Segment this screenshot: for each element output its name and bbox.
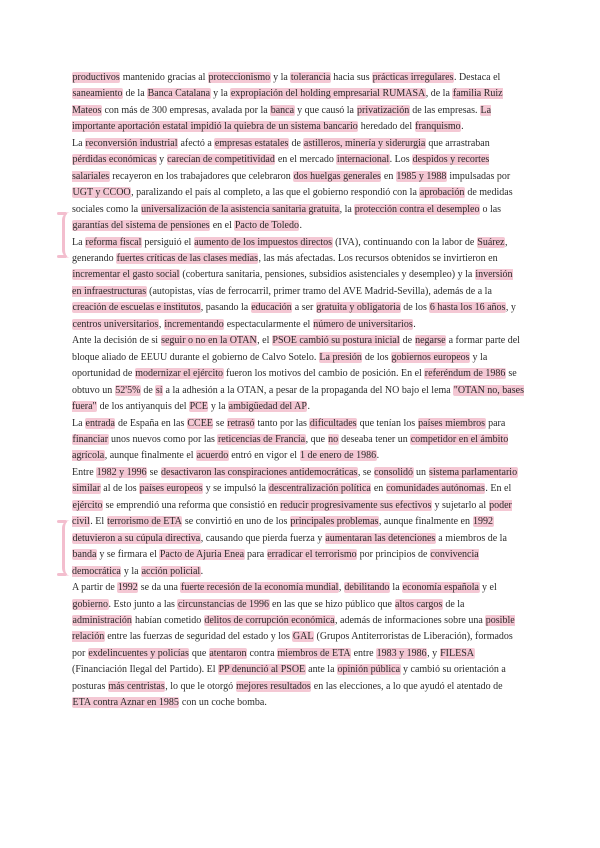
- body-text: y se impulsó la: [203, 483, 269, 495]
- highlighted-text: creación de escuelas e institutos: [72, 302, 201, 314]
- body-text: ,: [158, 318, 164, 330]
- highlighted-text: "OTAN no, bases fuera": [72, 384, 524, 413]
- highlighted-text: altos cargos: [395, 598, 443, 610]
- body-text: por principios de: [357, 549, 430, 561]
- paragraph-otan: [72, 333, 524, 415]
- body-text: hacia sus: [330, 72, 373, 83]
- body-text: tanto por las: [254, 417, 310, 429]
- body-text: a ser: [292, 302, 316, 314]
- highlighted-text: GAL: [292, 631, 314, 643]
- highlighted-text: similar: [72, 483, 101, 495]
- highlighted-text: negarse: [415, 335, 446, 347]
- body-text: recayeron en los trabajadores que celebraron: [109, 170, 294, 182]
- highlighted-text: gobierno: [72, 598, 109, 610]
- body-text: fueron los motivos del cambio de posición. En el: [223, 368, 425, 380]
- highlighted-text: ETA contra Aznar en 1985: [72, 697, 179, 709]
- body-text: se convirtió en uno de los: [182, 516, 290, 528]
- body-text: entre las fuerzas de seguridad del estado y los: [104, 631, 293, 643]
- body-text: unos nuevos como por las: [108, 433, 218, 445]
- body-text: habían cometido: [132, 614, 204, 626]
- highlighted-text: 1983 y 1986: [376, 647, 427, 659]
- body-text: deseaba tener un: [338, 433, 411, 445]
- body-text: . El: [90, 516, 107, 528]
- body-text: , causando que pierda fuerza y: [200, 532, 325, 544]
- body-text: , además de informaciones sobre una: [335, 614, 486, 626]
- highlighted-text: acuerdo: [196, 450, 229, 462]
- paragraph-rumasa: [72, 70, 524, 136]
- highlighted-text: acción policial: [141, 565, 201, 577]
- highlighted-text: comunidades autónomas: [386, 483, 485, 495]
- highlighted-text: entrada: [85, 417, 115, 429]
- highlighted-text: fuertes críticas de las clases medias: [116, 252, 258, 264]
- highlighted-text: consolidó: [374, 466, 414, 478]
- body-text: de los: [362, 351, 391, 363]
- body-text: , aunque finalmente el: [104, 450, 197, 462]
- body-text: , paralizando el país al completo, a las que el gobierno respondió con la: [131, 187, 420, 199]
- body-text: Entre: [72, 466, 97, 478]
- highlighted-text: garantías del sistema de pensiones: [72, 220, 210, 232]
- highlighted-text: expropiación del holding empresarial RUMASA: [230, 88, 426, 100]
- body-text: y que causó la: [294, 104, 357, 116]
- highlighted-text: dificultades: [309, 417, 357, 429]
- highlighted-text: Suárez: [477, 236, 505, 248]
- body-text: La: [72, 236, 86, 248]
- paragraph-ccee: [72, 416, 524, 465]
- highlighted-text: dos huelgas generales: [293, 170, 381, 182]
- body-text: A partir de: [72, 582, 118, 594]
- body-text: en el: [210, 220, 235, 232]
- body-text: y la: [121, 565, 142, 577]
- highlighted-text: PSOE cambió su postura inicial: [272, 335, 400, 347]
- paragraph-reforma-fiscal: [72, 235, 524, 334]
- body-text: ante la: [305, 664, 338, 676]
- highlighted-text: Banca Catalana: [147, 88, 211, 100]
- body-text: , se: [357, 466, 374, 478]
- highlighted-text: convivencia democrática: [72, 549, 479, 577]
- body-text: espectacularmente el: [224, 318, 313, 330]
- highlighted-text: principales problemas: [290, 516, 379, 528]
- highlighted-text: educación: [251, 302, 292, 314]
- body-text: que arrastraban: [425, 137, 490, 149]
- highlighted-text: tolerancia: [290, 72, 331, 83]
- highlighted-text: modernizar el ejército: [135, 368, 223, 380]
- highlighted-text: gobiernos europeos: [391, 351, 470, 363]
- body-text: , generando: [72, 236, 508, 264]
- body-text: a la adhesión a la OTAN, a pesar de la propaganda del NO bajo el lema: [163, 384, 454, 396]
- body-text: . En el: [485, 483, 512, 495]
- highlighted-text: PCE: [189, 401, 208, 413]
- highlighted-text: economía española: [402, 582, 479, 594]
- body-text: y se firmara el: [96, 549, 160, 561]
- body-text: de los antiyanquis del: [97, 401, 190, 413]
- body-text: , de la: [425, 88, 453, 100]
- highlighted-text: desactivaron las conspiraciones antidemocráticas: [161, 466, 358, 478]
- highlighted-text: erradicar el terrorismo: [267, 549, 357, 561]
- highlighted-text: 1992: [117, 582, 138, 594]
- highlighted-text: 1992: [473, 516, 493, 528]
- highlighted-text: aumento de los impuestos directos: [194, 236, 333, 248]
- body-text: , pasando la: [200, 302, 251, 314]
- highlighted-text: terrorismo de ETA: [107, 516, 182, 528]
- body-text: a formar parte del bloque aliado de EEUU durante el gobierno de Calvo Sotelo.: [72, 335, 520, 363]
- body-text: en el mercado: [275, 154, 337, 166]
- highlighted-text: opinión pública: [337, 664, 401, 676]
- highlighted-text: astilleros, minería y siderurgia: [303, 137, 426, 149]
- highlighted-text: empresas estatales: [214, 137, 289, 149]
- body-text: , la: [339, 203, 355, 215]
- body-text: , lo que le otorgó: [165, 680, 236, 692]
- body-text: que: [189, 647, 209, 659]
- body-text: al de los: [100, 483, 140, 495]
- highlighted-text: delitos de corrupción económica: [204, 614, 335, 626]
- body-text: La: [72, 417, 86, 429]
- highlighted-text: universalización de la asistencia sanitaria gratuita: [141, 203, 340, 215]
- body-text: (cobertura sanitaria, pensiones, subsidios asistenciales y desempleo) y la: [179, 269, 475, 281]
- body-text: o las: [479, 203, 502, 215]
- body-text: .: [413, 318, 416, 330]
- body-text: persiguió el: [141, 236, 194, 248]
- body-text: de: [288, 137, 304, 149]
- document-page: [72, 70, 524, 712]
- highlighted-text: descentralización política: [268, 483, 371, 495]
- highlighted-text: circunstancias de 1996: [177, 598, 270, 610]
- body-text: y: [156, 154, 167, 166]
- body-text: de las empresas.: [409, 104, 480, 116]
- body-text: para: [244, 549, 267, 561]
- highlighted-text: prácticas irregulares: [372, 72, 454, 83]
- highlighted-text: debilitando: [344, 582, 390, 594]
- highlighted-text: banda: [72, 549, 97, 561]
- body-text: .: [461, 121, 464, 133]
- highlighted-text: referéndum de 1986: [424, 368, 506, 380]
- body-text: de la: [122, 88, 148, 100]
- body-text: (Grupos Antiterroristas de Liberación), formados por: [72, 631, 513, 659]
- highlighted-text: sistema parlamentario: [429, 466, 518, 478]
- body-text: (Financiación Ilegal del Partido). El: [72, 664, 219, 676]
- body-text: (IVA), continuando con la labor de: [332, 236, 477, 248]
- body-text: de los: [400, 302, 430, 314]
- highlighted-text: ambigüedad del AP: [228, 401, 307, 413]
- body-text: y la oportunidad de: [72, 351, 488, 380]
- highlighted-text: pérdidas económicas: [72, 154, 157, 166]
- highlighted-text: reforma fiscal: [85, 236, 142, 248]
- body-text: en: [381, 170, 396, 182]
- highlighted-text: poder civil: [72, 499, 512, 528]
- highlighted-text: 1985 y 1988: [396, 170, 447, 182]
- body-text: . Destaca el: [453, 72, 501, 83]
- body-text: que tenían los: [357, 417, 418, 429]
- body-text: La: [72, 137, 86, 149]
- highlighted-text: más centristas: [108, 680, 165, 692]
- body-text: de España en las: [115, 417, 187, 429]
- body-text: con un coche bomba.: [179, 697, 267, 709]
- highlighted-text: centros universitarios: [72, 318, 159, 330]
- body-text: . Los: [389, 154, 413, 166]
- highlighted-text: posible relación: [72, 614, 515, 643]
- body-text: (autopistas, vías de ferrocarril, primer tramo del AVE Madrid-Sevilla), además de a la: [146, 285, 492, 297]
- highlighted-text: países miembros: [418, 417, 486, 429]
- highlighted-text: internacional: [336, 154, 390, 166]
- highlighted-text: CCEE: [187, 417, 213, 429]
- highlighted-text: sí: [155, 384, 163, 396]
- highlighted-text: 1 de enero de 1986: [300, 450, 377, 462]
- body-text: y la: [210, 88, 231, 100]
- highlighted-text: La presión: [319, 351, 362, 363]
- body-text: .: [200, 565, 204, 577]
- body-text: y cambió su orientación a posturas: [72, 664, 506, 692]
- highlighted-text: UGT y CCOO: [72, 187, 131, 199]
- highlighted-text: inversión en infraestructuras: [72, 269, 513, 297]
- body-text: un: [413, 466, 429, 478]
- highlighted-text: aumentaran las detenciones: [325, 532, 436, 544]
- highlighted-text: productivos: [72, 72, 120, 83]
- highlighted-text: 52'5%: [115, 384, 141, 396]
- highlighted-text: 6 hasta los 16 años: [429, 302, 506, 314]
- highlighted-text: administración: [72, 614, 132, 626]
- highlighted-text: reducir progresivamente sus efectivos: [280, 499, 432, 511]
- body-text: de la: [442, 598, 465, 610]
- body-text: heredado del: [358, 121, 415, 133]
- highlighted-text: proteccionismo: [208, 72, 271, 83]
- body-text: se: [147, 466, 161, 478]
- body-text: , las más afectadas. Los recursos obtenidos se invirtieron en: [258, 252, 498, 264]
- body-text: entre: [351, 647, 377, 659]
- highlighted-text: familia Ruiz Mateos: [72, 88, 503, 116]
- body-text: y la: [270, 72, 291, 83]
- highlighted-text: 1982 y 1996: [96, 466, 147, 478]
- body-text: .: [299, 220, 302, 232]
- highlighted-text: detuvieron a su cúpula directiva: [72, 532, 201, 544]
- highlighted-text: incrementando: [164, 318, 224, 330]
- highlighted-text: seguir o no en la OTAN: [161, 335, 257, 347]
- body-text: , aunque finalmente en: [378, 516, 473, 528]
- body-text: se: [213, 417, 227, 429]
- body-text: en las que se hizo público que: [269, 598, 395, 610]
- body-text: y la: [208, 401, 229, 413]
- body-text: contra: [247, 647, 278, 659]
- highlighted-text: despidos y recortes salariales: [72, 154, 490, 182]
- highlighted-text: aprobación: [419, 187, 465, 199]
- highlighted-text: retrasó: [227, 417, 255, 429]
- body-text: de: [140, 384, 156, 396]
- highlighted-text: exdelincuentes y policías: [88, 647, 189, 659]
- highlighted-text: financiar: [72, 433, 109, 445]
- highlighted-text: privatización: [357, 104, 410, 116]
- body-text: , y: [505, 302, 516, 314]
- highlighted-text: PP denunció al PSOE: [218, 664, 306, 676]
- highlighted-text: Pacto de Toledo: [234, 220, 299, 232]
- highlighted-text: fuerte recesión de la economía mundial: [180, 582, 339, 594]
- highlighted-text: FILESA: [440, 647, 475, 659]
- body-text: , que: [305, 433, 328, 445]
- paragraph-democracia-eta: [72, 465, 524, 580]
- body-text: , el: [257, 335, 272, 347]
- body-text: afectó a: [177, 137, 215, 149]
- body-text: se obtuvo un: [72, 368, 517, 396]
- highlighted-text: franquismo: [415, 121, 461, 133]
- body-text: .: [307, 401, 310, 413]
- highlighted-text: países europeos: [139, 483, 203, 495]
- highlighted-text: reconversión industrial: [85, 137, 178, 149]
- highlighted-text: carecían de competitividad: [167, 154, 275, 166]
- highlighted-text: número de universitarios: [313, 318, 413, 330]
- highlighted-text: ejército: [72, 499, 103, 511]
- highlighted-text: mejores resultados: [236, 680, 311, 692]
- highlighted-text: no: [328, 433, 339, 445]
- highlighted-text: reticencias de Francia: [217, 433, 306, 445]
- highlighted-text: protección contra el desempleo: [354, 203, 480, 215]
- paragraph-reconversion-industrial: [72, 136, 524, 235]
- body-text: en las elecciones, a lo que ayudó el atentado de: [311, 680, 503, 692]
- body-text: de medidas sociales como la: [72, 187, 513, 215]
- paragraph-recesion-corrupcion: [72, 580, 524, 712]
- body-text: .: [376, 450, 380, 462]
- body-text: y el: [479, 582, 497, 594]
- highlighted-text: gratuita y obligatoria: [316, 302, 401, 314]
- body-text: entró en vigor el: [228, 450, 300, 462]
- highlighted-text: La importante aportación estatal impidió la quiebra de un sistema bancario: [72, 104, 492, 133]
- highlighted-text: incrementar el gasto social: [72, 269, 180, 281]
- body-text: y sujetarlo al: [431, 499, 489, 511]
- body-text: con más de 300 empresas, avalada por la: [101, 104, 271, 116]
- highlighted-text: Pacto de Ajuria Enea: [159, 549, 245, 561]
- body-text: para: [485, 417, 506, 429]
- highlighted-text: miembros de ETA: [277, 647, 351, 659]
- body-text: , y: [427, 647, 440, 659]
- highlighted-text: banca: [270, 104, 295, 116]
- body-text: impulsadas por: [446, 170, 511, 182]
- body-text: se da una: [138, 582, 181, 594]
- body-text: la: [389, 582, 403, 594]
- body-text: en: [371, 483, 386, 495]
- highlighted-text: atentaron: [209, 647, 247, 659]
- highlighted-text: competidor en el ámbito agrícola: [72, 433, 509, 462]
- body-text: de: [400, 335, 415, 347]
- body-text: a miembros de la: [435, 532, 507, 544]
- body-text: ,: [338, 582, 344, 594]
- body-text: Ante la decisión de si: [72, 335, 161, 347]
- body-text: mantenido gracias al: [120, 72, 208, 83]
- body-text: . Esto junto a las: [108, 598, 178, 610]
- highlighted-text: saneamiento: [72, 88, 123, 100]
- body-text: se emprendió una reforma que consistió en: [102, 499, 280, 511]
